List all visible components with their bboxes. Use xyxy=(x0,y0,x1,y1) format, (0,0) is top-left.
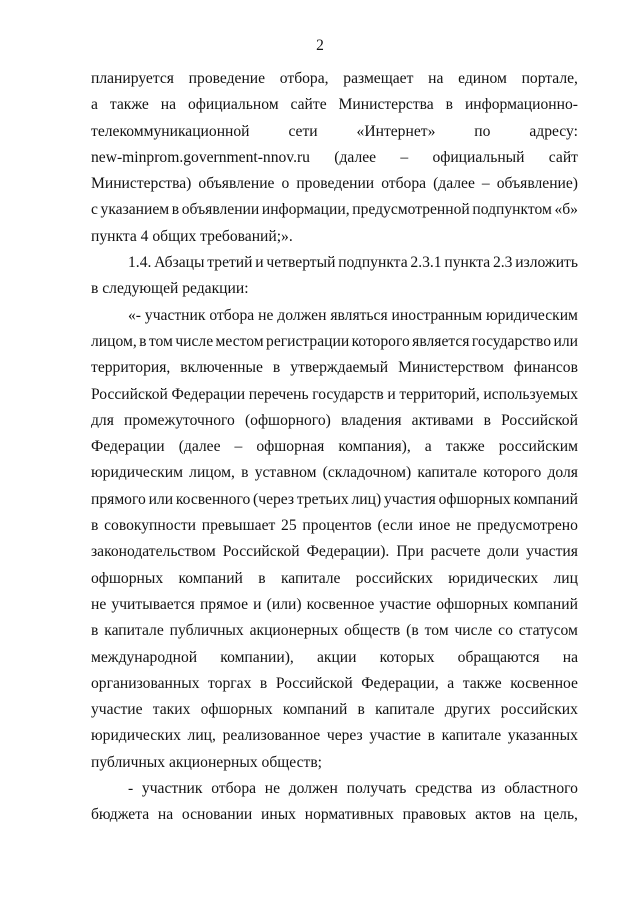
text-line: с указанием в объявлении информации, предусмотренной подпунктом «б» xyxy=(91,201,578,219)
text-line: - участник отбора не должен получать средства из областного xyxy=(128,780,578,798)
text-line: законодательством Российской Федерации). При расчете доли участия xyxy=(91,543,578,561)
text-line: планируется проведение отбора, размещает на едином портале, xyxy=(91,70,578,87)
text-line: Российской Федерации перечень государств и территорий, используемых xyxy=(91,385,578,403)
text-line: Федерации (далее – офшорная компания), а также российским xyxy=(91,438,578,456)
text-line: в капитале публичных акционерных обществ (в том числе со статусом xyxy=(91,622,578,640)
text-line: не учитывается прямое и (или) косвенное участие офшорных компаний xyxy=(91,595,578,613)
text-line: «- участник отбора не должен являться иностранным юридическим xyxy=(128,306,578,324)
text-line: участие таких офшорных компаний в капитале других российских xyxy=(91,701,578,719)
text-line: в следующей редакции: xyxy=(91,280,249,298)
text-line: пункта 4 общих требований;». xyxy=(91,227,293,245)
text-line: организованных торгах в Российской Федерации, а также косвенное xyxy=(91,674,578,692)
text-line: лицом, в том числе местом регистрации которого является государство или xyxy=(91,332,578,350)
text-line: офшорных компаний в капитале российских юридических лиц xyxy=(91,569,578,587)
text-line: 1.4. Абзацы третий и четвертый подпункта 2.3.1 пункта 2.3 изложить xyxy=(128,254,578,272)
text-line: территория, включенные в утверждаемый Министерством финансов xyxy=(91,359,578,377)
text-line: а также на официальном сайте Министерства в информационно- xyxy=(91,96,578,114)
text-line: бюджета на основании иных нормативных правовых актов на цель, xyxy=(91,806,578,824)
text-line: для промежуточного (офшорного) владения активами в Российской xyxy=(91,411,578,429)
text-line: телекоммуникационной сети «Интернет» по адресу: xyxy=(91,122,578,140)
text-line: юридических лиц, реализованное через участие в капитале указанных xyxy=(91,727,578,745)
text-line: юридическим лицом, в уставном (складочном) капитале которого доля xyxy=(91,464,578,482)
page-number: 2 xyxy=(316,37,324,54)
text-line: Министерства) объявление о проведении отбора (далее – объявление) xyxy=(91,175,578,193)
text-line: в совокупности превышает 25 процентов (если иное не предусмотрено xyxy=(91,517,578,535)
document-body xyxy=(91,66,578,829)
text-line: new-minprom.government-nnov.ru (далее – официальный сайт xyxy=(91,148,578,166)
text-line: публичных акционерных обществ; xyxy=(91,753,323,771)
text-line: международной компании), акции которых обращаются на xyxy=(91,648,578,666)
text-line: прямого или косвенного (через третьих лиц) участия офшорных компаний xyxy=(91,490,578,508)
